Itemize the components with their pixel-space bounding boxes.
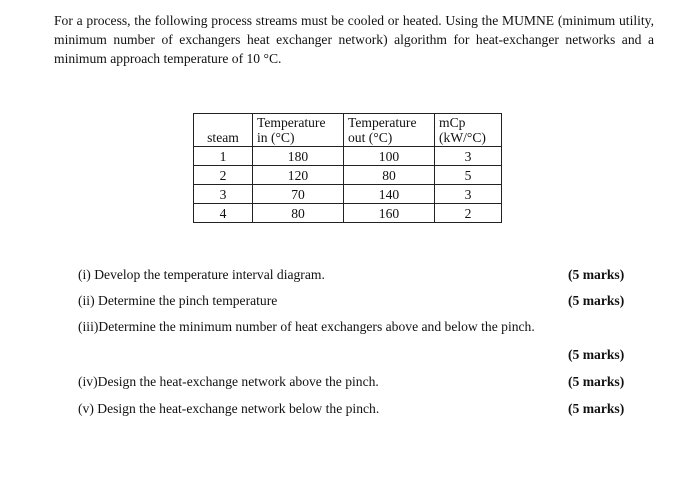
header-temperature-in-line2: in (°C)	[257, 130, 295, 145]
question-iii-marks: (5 marks)	[568, 347, 625, 362]
problem-intro: For a process, the following process streams must be cooled or heated. Using the MUMNE (minimum utility, minimum number of exchangers heat exchanger network) algorithm for heat-exchanger networks and a minimum approach temperature of 10 °C.	[54, 13, 654, 66]
header-mcp-line1: mCp	[439, 115, 466, 130]
cell-stream: 3	[194, 185, 253, 204]
cell-mcp: 3	[435, 147, 502, 166]
cell-temperature-in: 80	[253, 204, 344, 223]
question-i-marks: (5 marks)	[568, 267, 625, 282]
cell-temperature-out: 160	[344, 204, 435, 223]
header-temperature-in	[253, 114, 344, 147]
cell-mcp: 2	[435, 204, 502, 223]
cell-temperature-out: 100	[344, 147, 435, 166]
header-mcp-line2: (kW/°C)	[439, 130, 486, 145]
header-temperature-out	[344, 114, 435, 147]
cell-stream: 2	[194, 166, 253, 185]
table-row	[194, 147, 502, 166]
cell-temperature-out: 140	[344, 185, 435, 204]
header-temperature-in-line1: Temperature	[257, 115, 326, 130]
cell-temperature-in: 70	[253, 185, 344, 204]
header-mcp	[435, 114, 502, 147]
header-temperature-out-line2: out (°C)	[348, 130, 393, 145]
question-ii: (ii) Determine the pinch temperature	[78, 293, 278, 308]
cell-temperature-in: 120	[253, 166, 344, 185]
question-v: (v) Design the heat-exchange network below the pinch.	[78, 401, 380, 416]
cell-temperature-out: 80	[344, 166, 435, 185]
header-steam: steam	[194, 114, 253, 147]
table-row	[194, 185, 502, 204]
question-iii: (iii)Determine the minimum number of heat exchangers above and below the pinch.	[78, 319, 535, 334]
question-ii-marks: (5 marks)	[568, 293, 625, 308]
question-v-marks: (5 marks)	[568, 401, 625, 416]
table-row	[194, 204, 502, 223]
cell-mcp: 5	[435, 166, 502, 185]
process-streams-table	[193, 113, 502, 223]
question-iv: (iv)Design the heat-exchange network above the pinch.	[78, 374, 379, 389]
question-i: (i) Develop the temperature interval diagram.	[78, 267, 325, 282]
cell-mcp: 3	[435, 185, 502, 204]
question-iv-marks: (5 marks)	[568, 374, 625, 389]
cell-temperature-in: 180	[253, 147, 344, 166]
table-row	[194, 166, 502, 185]
table-header-row	[194, 114, 502, 147]
cell-stream: 4	[194, 204, 253, 223]
cell-stream: 1	[194, 147, 253, 166]
header-temperature-out-line1: Temperature	[348, 115, 417, 130]
